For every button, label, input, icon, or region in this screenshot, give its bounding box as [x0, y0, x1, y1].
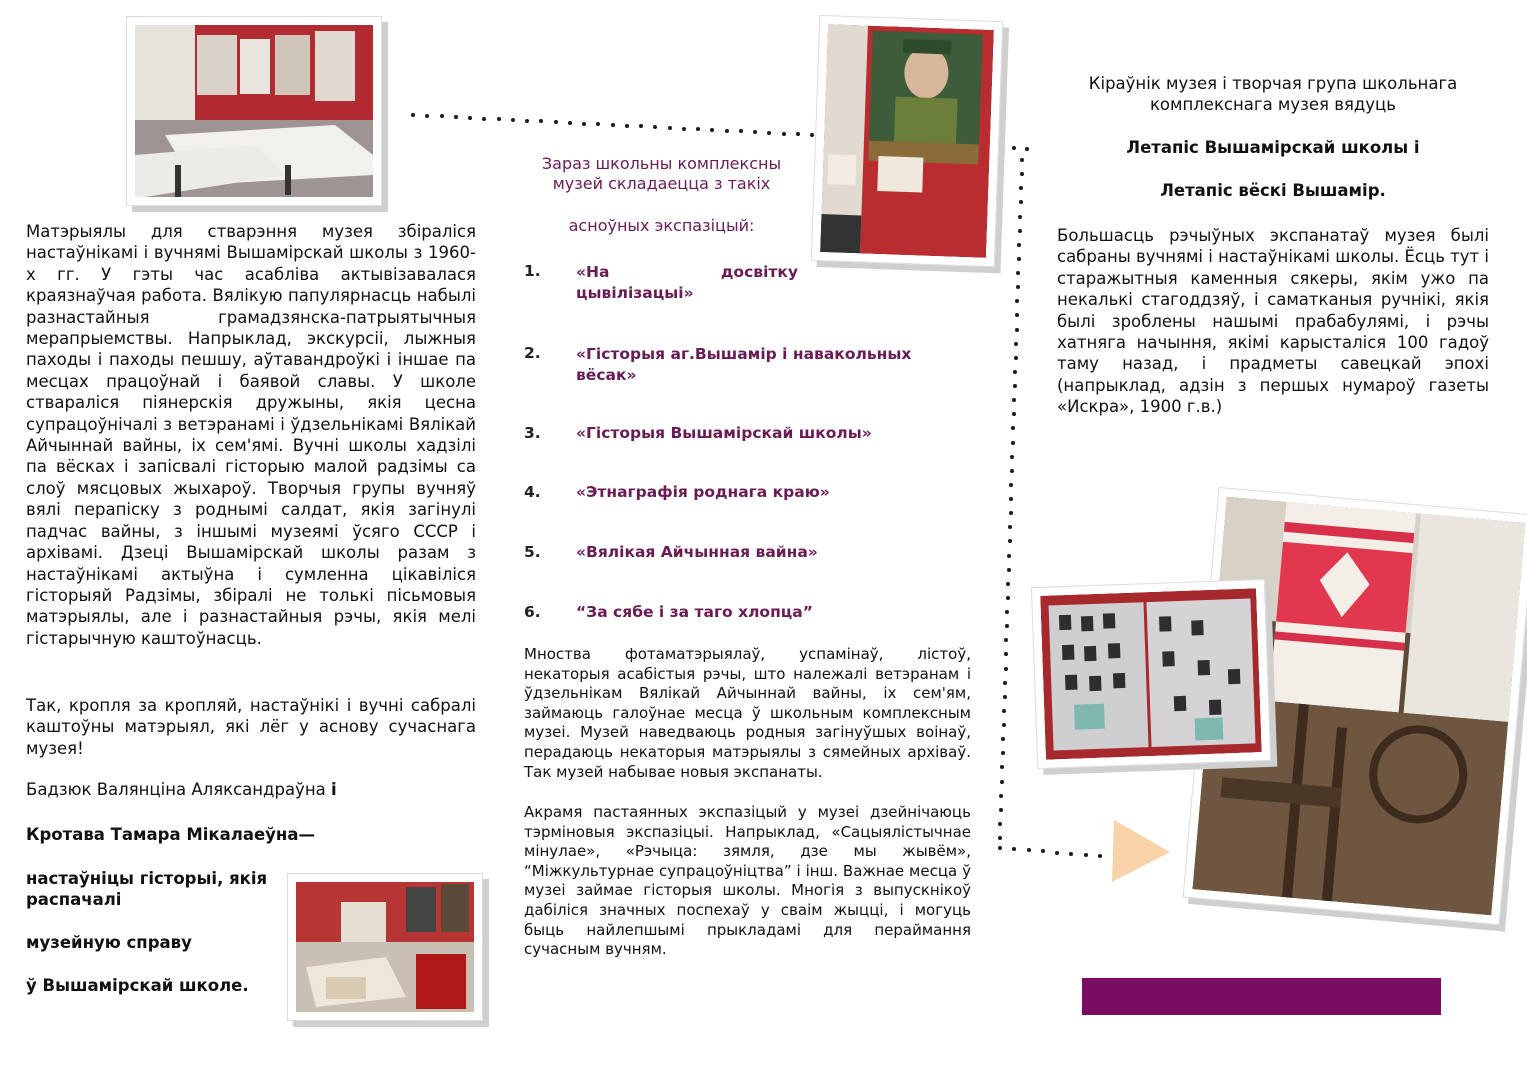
connector-dot [1020, 172, 1024, 176]
chronicle-title-2: Летапіс вёскі Вышамір. [1160, 181, 1386, 200]
connector-dot [1015, 328, 1019, 332]
connector-dot [1004, 652, 1008, 656]
connector-dot [482, 117, 486, 121]
connector-dot [668, 126, 672, 130]
photo-album-photo [1031, 579, 1271, 769]
connector-dot [1084, 853, 1088, 857]
connector-dot [1003, 681, 1007, 685]
connector-dot [1019, 186, 1023, 190]
connector-dot [1006, 582, 1010, 586]
connector-dot [1005, 624, 1009, 628]
connector-dot [639, 124, 643, 128]
connector-dot [1098, 854, 1102, 858]
middle-paragraph-1: Мноства фотаматэрыялаў, успамінаў, лістоў, некаторыя асабістыя рэчы, што належалі ветэранам і ўдзельнікам Вялікай Айчыннай вайны, іх сем'ям, займаюць галоўнае месца ў школьным комплексным музеі. Музей наведваюць родныя загінуўшых воінаў, перадаюць некаторыя матэрыялы з сямейных архіваў. Так музей набывае новыя экспанаты. [524, 645, 971, 781]
connector-dot [425, 114, 429, 118]
connector-dot [1009, 497, 1013, 501]
connector-dot [739, 129, 743, 133]
connector-dot [1012, 146, 1016, 150]
connector-dot [1018, 215, 1022, 219]
connector-dot [767, 131, 771, 135]
connector-dot [611, 123, 615, 127]
connector-dot [1001, 737, 1005, 741]
connector-dot [411, 113, 415, 117]
connector-dot [1011, 426, 1015, 430]
connector-dot [1017, 257, 1021, 261]
connector-dot [568, 121, 572, 125]
connector-dot [1009, 483, 1013, 487]
connector-dot [511, 118, 515, 122]
left-paragraph-2-text: Так, кропля за кропляй, настаўнікі і вучні сабралі каштоўны матэрыял, які лёг у аснову сучаснага музея! [26, 696, 476, 758]
connector-dot [753, 130, 757, 134]
connector-dot [1010, 455, 1014, 459]
connector-dot [1005, 610, 1009, 614]
author-role-line-2: музейную справу [26, 933, 192, 952]
portrait-image [820, 24, 994, 258]
connector-dot [999, 794, 1003, 798]
left-paragraph-1-text: Матэрыялы для стварэння музея збіраліся настаўнікамі і вучнямі Вышамірскай школы з 1960-х гг. У гэты час асабліва актывізавалася краязнаўчая работа. Вялікую папулярнасць набылі разнастайныя грамадзянска-патрыятычныя мерапрыемствы. Напрыклад, экскурсіі, лыжныя паходы і паходы пешшу, аўтавандроўкі і іншае па месцах працоўнай і баявой славы. У школе ствараліся піянерскія дружыны, якія цесна супрацоўнічалі з ветэранамі і ўдзельнікамі Вялікай Айчыннай вайны, іх сем'ямі. Вучні школы хадзілі па вёсках і запісвалі гісторыю малой радзімы са слоў мясцовых жыхароў. Творчыя групы вучняў вялі перапіску з роднымі салдат, якія загінулі падчас вайны, з іншымі музеямі ўсяго СССР і архівамі. Дзеці Вышамірскай школы разам з настаўнікамі актыўна і сумленна цікавіліся гісторыяй Радзімы, збіралі не толькі пісьмовыя матэрыялы, але і разнастайныя рэчы, якія мелі гістарычную каштоўнасць. [26, 222, 476, 648]
album-image [1040, 588, 1262, 759]
list-num-4: 4. [524, 483, 541, 501]
connector-dot [1004, 667, 1008, 671]
books-image [296, 882, 474, 1012]
connector-dot [1000, 765, 1004, 769]
list-item-6: “За сябе і за таго хлопца” [576, 603, 813, 621]
connector-dot [468, 116, 472, 120]
author-line-1 [26, 780, 337, 799]
connector-dot [710, 128, 714, 132]
connector-dot [554, 120, 558, 124]
classroom-photo [126, 16, 382, 206]
books-photo [287, 873, 483, 1021]
author-role-line-1: настаўніцы гісторыі, якія распачалі [26, 869, 268, 909]
connector-dot [696, 127, 700, 131]
connector-dot [1069, 852, 1073, 856]
connector-dot [1055, 851, 1059, 855]
purple-footer-bar [1082, 978, 1441, 1015]
connector-dot [1016, 285, 1020, 289]
connector-dot [1013, 384, 1017, 388]
list-item-4: «Этнаграфія роднага краю» [576, 483, 830, 501]
connector-dot [1025, 147, 1029, 151]
connector-dot [682, 127, 686, 131]
connector-dot [1003, 695, 1007, 699]
connector-dot [1007, 554, 1011, 558]
list-num-2: 2. [524, 344, 541, 362]
connector-dot [1014, 342, 1018, 346]
connector-dot [1017, 243, 1021, 247]
connector-dot [596, 122, 600, 126]
list-item-2: «Гісторыя аг.Вышамір і навакольных вёсак» [576, 345, 912, 384]
connector-dot [1012, 412, 1016, 416]
list-num-3: 3. [524, 424, 541, 442]
right-intro-line-2: комплекснага музея вядуць [1149, 95, 1397, 114]
connector-dot [1001, 751, 1005, 755]
connector-dot [998, 836, 1002, 840]
connector-dot [1013, 370, 1017, 374]
connector-dot [810, 133, 814, 137]
connector-dot [1008, 539, 1012, 543]
classroom-image [135, 25, 373, 197]
connector-dot [1004, 638, 1008, 642]
connector-dot [1016, 271, 1020, 275]
connector-dot [1010, 469, 1014, 473]
connector-dot [1011, 441, 1015, 445]
connector-dot [1000, 780, 1004, 784]
connector-dot [1015, 299, 1019, 303]
list-item-1: «На досвітку цывілізацыі» [576, 263, 798, 302]
connector-dot [998, 822, 1002, 826]
connector-dot [1006, 596, 1010, 600]
left-paragraph-2 [26, 695, 476, 759]
arrow-right-icon [1108, 818, 1172, 884]
list-num-6: 6. [524, 603, 541, 621]
connector-dot [1008, 525, 1012, 529]
connector-dot [1012, 847, 1016, 851]
connector-dot [440, 114, 444, 118]
connector-dot [725, 129, 729, 133]
author-name-2: Кротава Тамара Мікалаеўна— [26, 825, 315, 844]
author-role-line-3: ў Вышамірскай школе. [26, 976, 249, 995]
connector-dot [653, 125, 657, 129]
author-and: і [330, 780, 337, 799]
connector-dot [782, 132, 786, 136]
connector-dot [539, 119, 543, 123]
connector-dot [998, 846, 1002, 850]
exposition-list [524, 262, 971, 632]
list-num-1: 1. [524, 262, 541, 280]
connector-dot [1018, 229, 1022, 233]
connector-dot [1014, 356, 1018, 360]
connector-dot [1027, 848, 1031, 852]
list-num-5: 5. [524, 543, 541, 561]
middle-intro-line-2: музей складаецца з такіх [552, 174, 771, 193]
connector-dot [454, 115, 458, 119]
right-paragraph: Большасць рэчыўных экспанатаў музея былі сабраны вучнямі і настаўнікамі школы. Ёсць тут і старажытныя каменныя сякеры, якім ужо па некалькі стагоддзяў, і саматканыя ручнікі, якія былі зроблены нашымі прабабулямі, і рэчы хатняга начыння, якімі карысталіся 100 гадоў таму назад, і прадметы савецкай эпохі (напрыклад, адзін з першых нумароў газеты «Искра», 1900 г.в.) [1057, 226, 1489, 417]
connector-dot [1002, 723, 1006, 727]
connector-dot [1041, 849, 1045, 853]
connector-dot [1019, 200, 1023, 204]
chronicle-title-1: Летапіс Вышамірскай школы і [1126, 138, 1420, 157]
list-item-5: «Вялікая Айчынная вайна» [576, 543, 818, 561]
connector-dot [796, 132, 800, 136]
connector-dot [497, 117, 501, 121]
connector-dot [1002, 709, 1006, 713]
connector-dot [582, 122, 586, 126]
middle-intro-line-3: асноўных экспазіцый: [568, 216, 755, 235]
author-name-1: Бадзюк Валянціна Аляксандраўна [26, 780, 326, 799]
middle-paragraph-2: Акрамя пастаянных экспазіцый у музеі дзейнічаюць тэрміновыя экспазіцыі. Напрыклад, «Сацыялістычнае мінулае», «Рэчыца: зямля, дзе мы жывём», “Міжкультурнае супрацоўніцтва” і інш. Важнае месца ў музеі займае гісторыя школы. Многія з выпускнікоў дабіліся значных поспехаў у сваім жыцці, і могуць быць найлепшымі прыкладамі для пераймання сучасным вучням. [524, 803, 971, 959]
list-item-3: «Гісторыя Вышамірскай школы» [576, 424, 872, 442]
connector-dot [625, 124, 629, 128]
connector-dot [1007, 568, 1011, 572]
connector-dot [1020, 158, 1024, 162]
connector-dot [525, 119, 529, 123]
connector-dot [1015, 313, 1019, 317]
connector-dot [1009, 511, 1013, 515]
middle-intro-line-1: Зараз школьны комплексны [541, 154, 782, 173]
left-paragraph-1 [26, 221, 476, 649]
right-intro-line-1: Кіраўнік музея і творчая група школьнага [1088, 74, 1458, 93]
connector-dot [1012, 398, 1016, 402]
veteran-portrait-photo [811, 15, 1003, 267]
connector-dot [999, 808, 1003, 812]
